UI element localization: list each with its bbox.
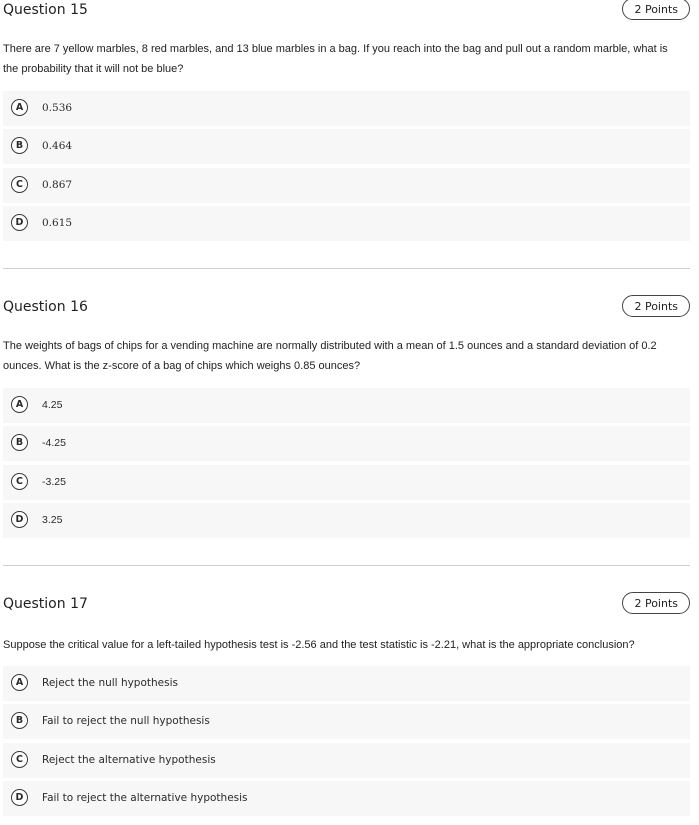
answer-options — [3, 91, 690, 244]
option-label: Reject the alternative hypothesis — [42, 753, 216, 766]
option-letter-badge: B — [11, 137, 28, 154]
option-letter-badge: D — [11, 789, 28, 806]
option-label: 4.25 — [42, 399, 63, 411]
points-badge: 2 Points — [622, 295, 690, 317]
question-title: Question 16 — [3, 299, 88, 315]
option-c[interactable] — [3, 743, 690, 778]
option-letter-badge: B — [11, 434, 28, 451]
option-d[interactable] — [3, 206, 690, 241]
question-title: Question 15 — [3, 2, 88, 18]
option-label: 0.615 — [42, 216, 73, 229]
option-label: 3.25 — [42, 513, 63, 526]
question-text: Suppose the critical value for a left-tailed hypothesis test is -2.56 and the test statistic is -2.21, what is the appropriate conclusion? — [3, 639, 635, 651]
option-letter-badge: D — [11, 511, 28, 528]
option-letter-badge: C — [11, 751, 28, 768]
question-divider — [3, 268, 690, 269]
answer-options — [3, 388, 690, 541]
option-b[interactable] — [3, 704, 690, 739]
option-a[interactable] — [3, 91, 690, 126]
option-letter-badge: C — [11, 473, 28, 490]
option-label: -4.25 — [42, 437, 66, 450]
option-letter-badge: A — [11, 99, 28, 116]
option-letter-badge: A — [11, 396, 28, 413]
option-b[interactable] — [3, 426, 690, 461]
points-badge: 2 Points — [622, 592, 690, 614]
option-label: Reject the null hypothesis — [42, 677, 178, 689]
points-badge: 2 Points — [622, 0, 690, 20]
option-label: -3.25 — [42, 475, 66, 488]
option-d[interactable] — [3, 503, 690, 538]
question-15 — [3, 0, 690, 229]
option-label: 0.536 — [42, 102, 73, 114]
option-label: Fail to reject the null hypothesis — [42, 715, 210, 728]
question-header — [3, 0, 690, 24]
option-letter-badge: B — [11, 712, 28, 729]
option-letter-badge: A — [11, 674, 28, 691]
option-label: Fail to reject the alternative hypothesis — [42, 791, 248, 804]
option-c[interactable] — [3, 168, 690, 203]
question-text: There are 7 yellow marbles, 8 red marbles, and 13 blue marbles in a bag. If you reach into the bag and pull out a random marble, what is the probability that it will not be blue? — [3, 43, 668, 75]
option-label: 0.464 — [42, 140, 73, 153]
question-17 — [3, 594, 690, 804]
option-a[interactable] — [3, 666, 690, 701]
question-header — [3, 297, 690, 321]
question-16 — [3, 297, 690, 526]
question-text: The weights of bags of chips for a vending machine are normally distributed with a mean of 1.5 ounces and a standard deviation of 0.2 ounces. What is the z-score of a bag of chips which weighs 0.85 ounces? — [3, 340, 657, 372]
question-title: Question 17 — [3, 596, 88, 612]
question-divider — [3, 565, 690, 566]
option-label: 0.867 — [42, 178, 73, 191]
question-header — [3, 594, 690, 618]
option-letter-badge: D — [11, 214, 28, 231]
option-a[interactable] — [3, 388, 690, 423]
option-c[interactable] — [3, 465, 690, 500]
option-b[interactable] — [3, 129, 690, 164]
option-letter-badge: C — [11, 176, 28, 193]
answer-options — [3, 666, 690, 819]
option-d[interactable] — [3, 781, 690, 816]
